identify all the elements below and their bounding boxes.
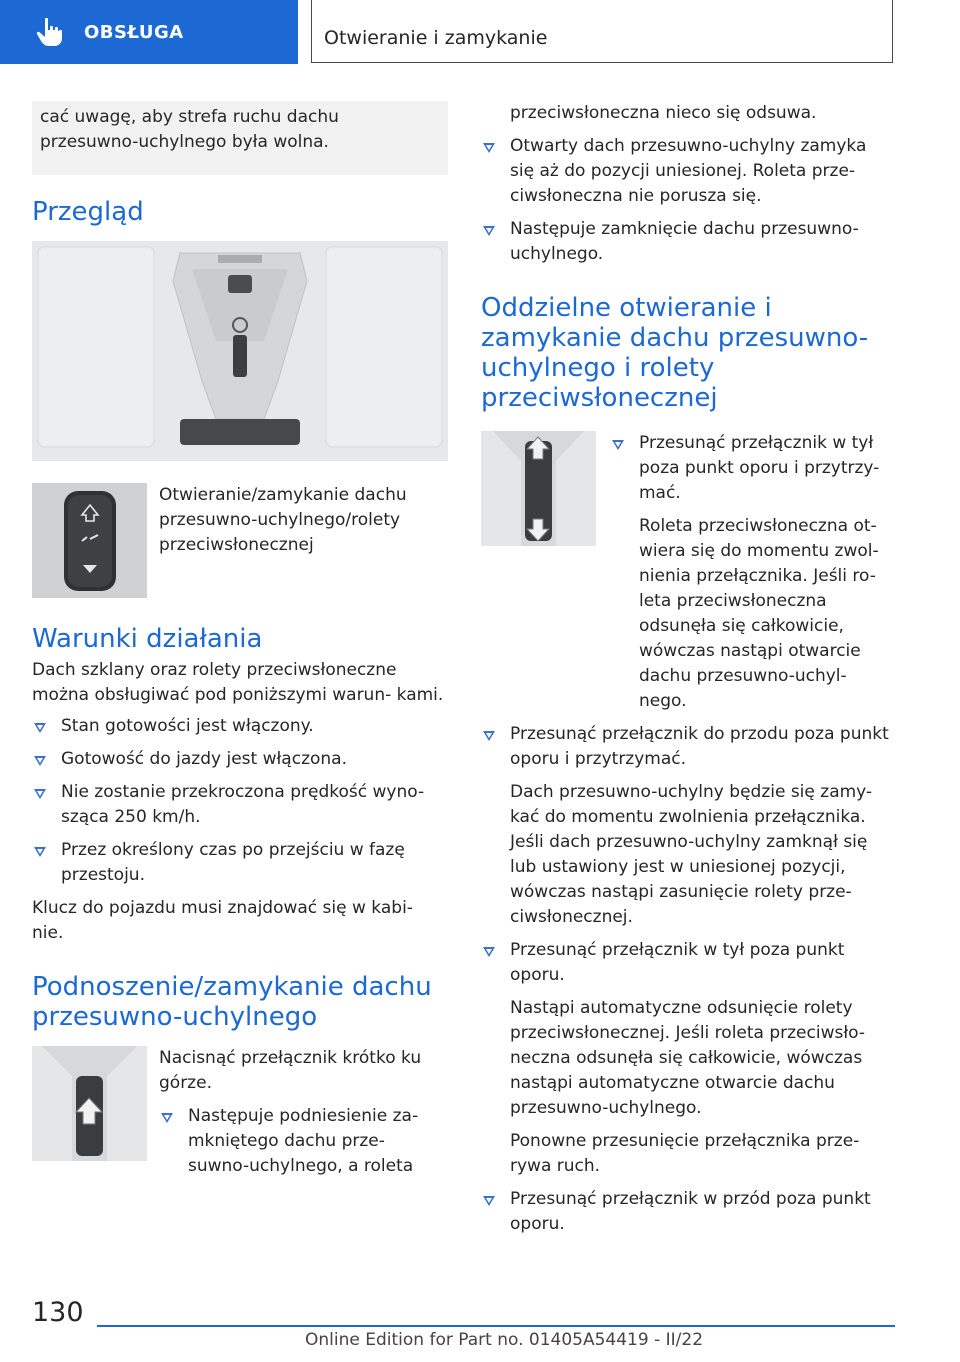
separate-list-d <box>481 1187 895 1237</box>
footer-divider <box>97 1325 895 1327</box>
list-item <box>481 1187 895 1237</box>
triangle-bullet-icon <box>483 143 495 153</box>
list-item <box>610 431 895 506</box>
list-item-text: Stan gotowości jest włączony. <box>61 716 314 736</box>
page-title: Otwieranie i zamykanie <box>324 27 548 49</box>
triangle-bullet-icon <box>483 1196 495 1206</box>
continued-list <box>481 134 895 267</box>
separate-list-a <box>610 431 895 506</box>
sep-item1-detail: Roleta przeciwsłoneczna ot- wiera się do momentu zwol- nienia przełącznika. Jeśli ro- leta przeciwsłoneczna odsunęła się całkowicie, wówczas nastąpi otwarcie dachu przesuwno-uchyl- nego. <box>639 516 879 711</box>
sep-item2-detail: Dach przesuwno-uchylny będzie się zamy- kać do momentu zwolnienia przełącznika. Jeśli dach przesuwno-uchylny zamknął się lub ustawiony jest w uniesionej pozycji, wówczas nastąpi zasunięcie rolety prze- ciwsłonecznej. <box>510 782 873 927</box>
raise-heading: Podnoszenie/zamykanie dachu przesuwno-uchylnego <box>32 972 432 1032</box>
list-item-text: Nie zostanie przekroczona prędkość wyno- sząca 250 km/h. <box>61 782 425 827</box>
triangle-bullet-icon <box>483 226 495 236</box>
continued-text: przeciwsłoneczna nieco się odsuwa. <box>510 103 817 123</box>
section-tab <box>0 0 298 64</box>
list-item <box>32 838 448 888</box>
section-label: OBSŁUGA <box>84 21 184 43</box>
list-item-text: Przesunąć przełącznik w tył poza punkt oporu. <box>510 940 845 985</box>
switch-slide-image <box>481 431 596 546</box>
triangle-bullet-icon <box>34 789 46 799</box>
separate-figure <box>481 431 895 714</box>
sep-item3-detail: Nastąpi automatyczne odsunięcie rolety przeciwsłonecznej. Jeśli roleta przeciwsło- neczna odsunęła się całkowicie, wówczas nastąpi automatyczne otwarcie dachu przesuwno-uchylnego. <box>510 998 866 1118</box>
switch-figure <box>32 483 448 598</box>
triangle-bullet-icon <box>34 756 46 766</box>
list-item <box>32 714 448 739</box>
conditions-intro: Dach szklany oraz rolety przeciwsłoneczne można obsługiwać pod poniższymi warun- kami. <box>32 660 444 705</box>
note-box <box>32 101 448 175</box>
conditions-list <box>32 714 448 888</box>
switch-caption: Otwieranie/zamykanie dachu przesuwno-uchylnego/rolety przeciwsłonecznej <box>159 485 407 555</box>
switch-closeup-image <box>32 483 147 598</box>
triangle-bullet-icon <box>34 723 46 733</box>
list-item-text: Gotowość do jazdy jest włączona. <box>61 749 347 769</box>
left-column <box>32 101 448 1179</box>
list-item <box>159 1104 448 1179</box>
list-item <box>481 134 895 209</box>
switch-up-image <box>32 1046 147 1161</box>
raise-list <box>159 1104 448 1179</box>
triangle-bullet-icon <box>483 731 495 741</box>
list-item-text: Następuje zamknięcie dachu przesuwno- uchylnego. <box>510 219 859 264</box>
triangle-bullet-icon <box>34 847 46 857</box>
list-item-text: Następuje podniesienie za- mkniętego dachu prze- suwno-uchylnego, a roleta <box>188 1106 419 1176</box>
list-item-text: Przez określony czas po przejściu w fazę przestoju. <box>61 840 405 885</box>
overhead-console-image <box>32 241 448 461</box>
sep-item3-note: Ponowne przesunięcie przełącznika prze- rywa ruch. <box>510 1131 860 1176</box>
list-item <box>32 780 448 830</box>
right-column <box>481 101 895 1237</box>
list-item <box>481 722 895 772</box>
page-number: 130 <box>32 1297 84 1328</box>
list-item-text: Przesunąć przełącznik w tył poza punkt oporu i przytrzy- mać. <box>639 433 880 503</box>
list-item <box>481 217 895 267</box>
triangle-bullet-icon <box>483 947 495 957</box>
list-item <box>481 938 895 988</box>
edition-text: Online Edition for Part no. 01405A54419 - II/22 <box>305 1330 704 1350</box>
raise-text: Nacisnąć przełącznik krótko ku górze. <box>159 1048 422 1093</box>
hand-pointer-icon <box>36 17 64 47</box>
note-text: cać uwagę, aby strefa ruchu dachu przesuwno-uchylnego była wolna. <box>40 107 339 152</box>
conditions-heading: Warunki działania <box>32 624 263 654</box>
separate-list-b <box>481 722 895 772</box>
separate-list-c <box>481 938 895 988</box>
list-item-text: Otwarty dach przesuwno-uchylny zamyka się aż do pozycji uniesionej. Roleta prze- ciwsłoneczna nie porusza się. <box>510 136 867 206</box>
raise-figure <box>32 1046 448 1179</box>
list-item <box>32 747 448 772</box>
triangle-bullet-icon <box>612 440 624 450</box>
list-item-text: Przesunąć przełącznik w przód poza punkt oporu. <box>510 1189 871 1234</box>
conditions-outro: Klucz do pojazdu musi znajdować się w kabi- nie. <box>32 898 413 943</box>
list-item-text: Przesunąć przełącznik do przodu poza punkt oporu i przytrzymać. <box>510 724 889 769</box>
separate-heading: Oddzielne otwieranie i zamykanie dachu przesuwno-uchylnego i rolety przeciwsłonecznej <box>481 293 869 413</box>
overview-heading: Przegląd <box>32 197 144 227</box>
triangle-bullet-icon <box>161 1113 173 1123</box>
